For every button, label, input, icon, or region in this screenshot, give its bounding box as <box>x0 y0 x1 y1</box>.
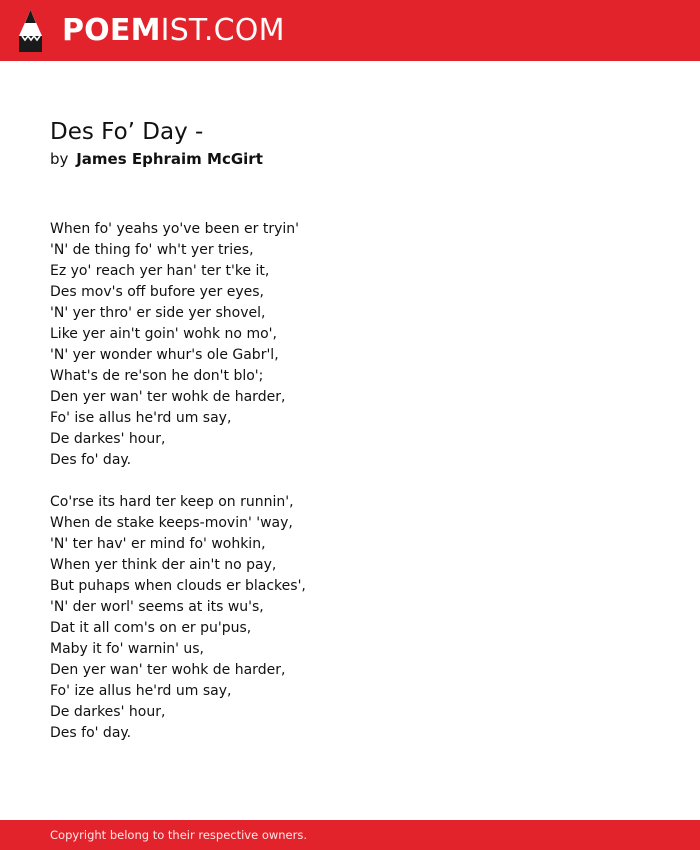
poem-body <box>50 219 650 765</box>
poem-line: Dat it all com's on er pu'pus, <box>50 620 252 636</box>
poem-line: De darkes' hour, <box>50 431 166 447</box>
top-bar <box>0 0 700 61</box>
poem-line: Fo' ise allus he'rd um say, <box>50 410 232 426</box>
poem-line: Like yer ain't goin' wohk no mo', <box>50 326 277 342</box>
brand-wordmark <box>62 9 285 53</box>
poem-line: Des fo' day. <box>50 452 132 468</box>
footer-bar <box>0 820 700 850</box>
byline <box>50 148 263 170</box>
poem-line: Den yer wan' ter wohk de harder, <box>50 389 286 405</box>
poem-line: 'N' yer thro' er side yer shovel, <box>50 305 266 321</box>
poem-line: Den yer wan' ter wohk de harder, <box>50 662 286 678</box>
poem-line: 'N' ter hav' er mind fo' wohkin, <box>50 536 266 552</box>
poem-line: Des fo' day. <box>50 725 132 741</box>
poem-line: 'N' de thing fo' wh't yer tries, <box>50 242 254 258</box>
poem-line: Fo' ize allus he'rd um say, <box>50 683 232 699</box>
poem-title: Des Fo’ Day - <box>50 119 204 145</box>
byline-prefix: by <box>50 150 69 168</box>
poem-line: When de stake keeps-movin' 'way, <box>50 515 293 531</box>
poem-line: Ez yo' reach yer han' ter t'ke it, <box>50 263 270 279</box>
poem-line: 'N' yer wonder whur's ole Gabr'l, <box>50 347 279 363</box>
author-name: James Ephraim McGirt <box>76 150 263 168</box>
stanza <box>50 219 650 471</box>
brand-bold: POEM <box>62 13 161 48</box>
stanza <box>50 492 650 744</box>
poem-line: Co'rse its hard ter keep on runnin', <box>50 494 294 510</box>
site-logo-link[interactable] <box>18 9 285 53</box>
poem-line: De darkes' hour, <box>50 704 166 720</box>
poem-line: When fo' yeahs yo've been er tryin' <box>50 221 299 237</box>
poem-line: 'N' der worl' seems at its wu's, <box>50 599 264 615</box>
poem-line: But puhaps when clouds er blackes', <box>50 578 306 594</box>
brand-light: IST.COM <box>160 13 285 48</box>
poem-line: When yer think der ain't no pay, <box>50 557 277 573</box>
poem-line: Maby it fo' warnin' us, <box>50 641 204 657</box>
copyright-text: Copyright belong to their respective owners. <box>50 828 308 842</box>
poem-line: What's de re'son he don't blo'; <box>50 368 264 384</box>
poem-line: Des mov's off bufore yer eyes, <box>50 284 265 300</box>
pencil-tip-icon <box>18 9 43 53</box>
